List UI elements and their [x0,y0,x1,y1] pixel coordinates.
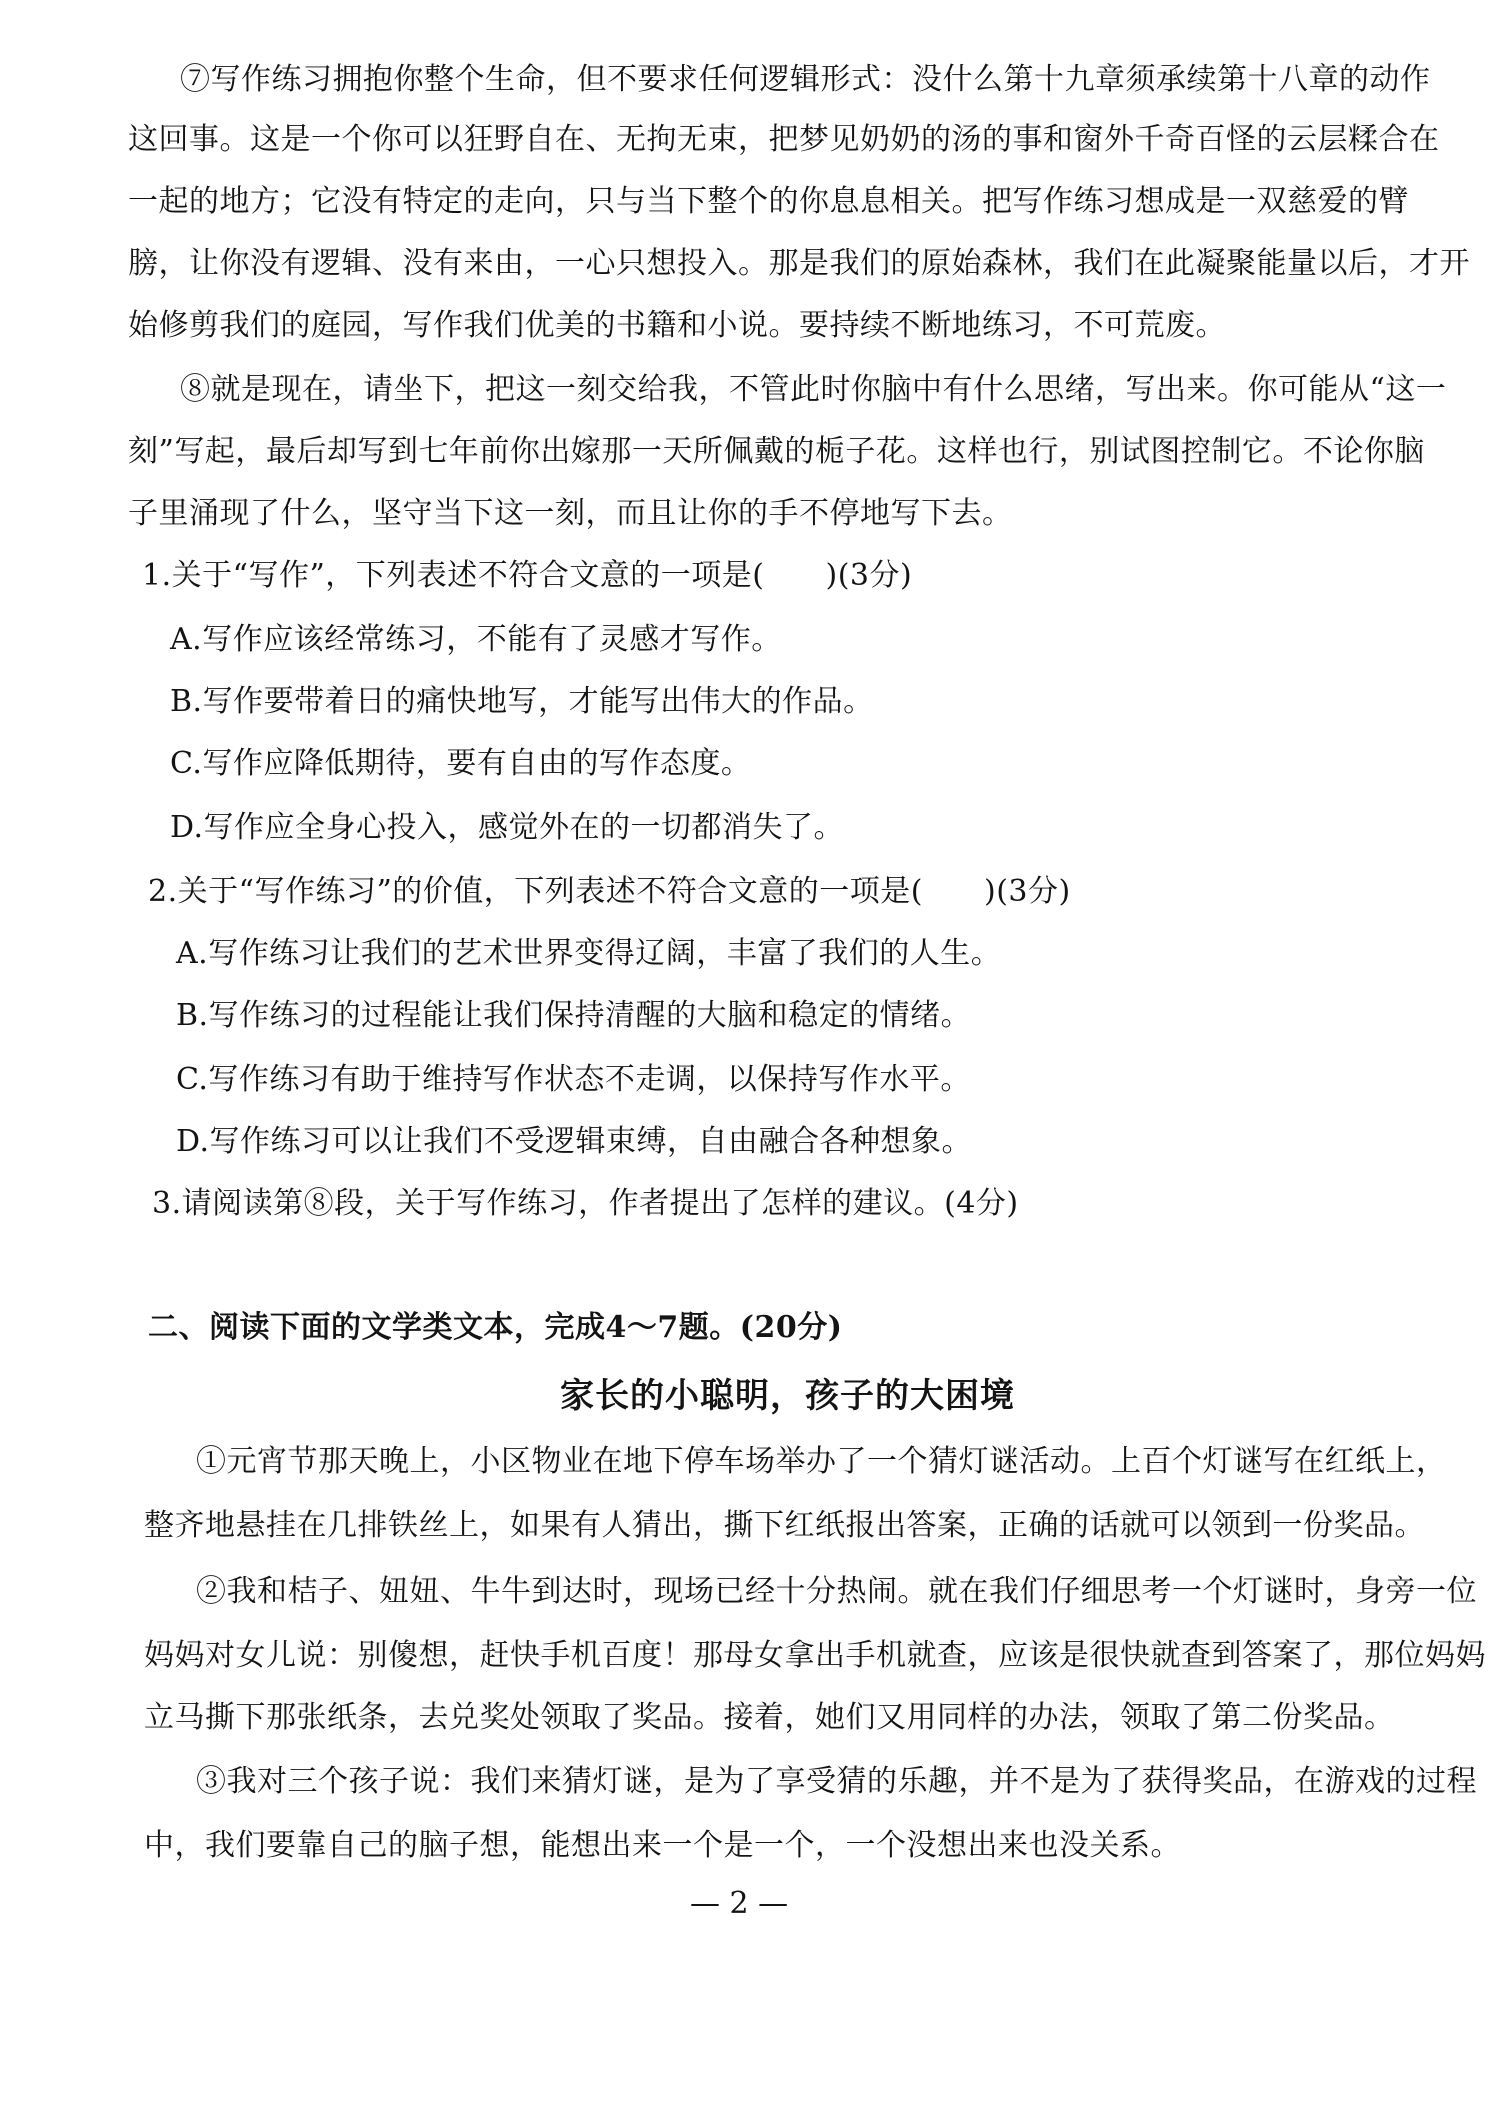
para7-line-5: 始修剪我们的庭园，写作我们优美的书籍和小说。要持续不断地练习，不可荒废。 [128,308,1226,343]
para8-line-1: ⑧就是现在，请坐下，把这一刻交给我，不管此时你脑中有什么思绪，写出来。你可能从“这一 [180,372,1447,407]
question-2-option-d: D.写作练习可以让我们不受逻辑束缚，自由融合各种想象。 [176,1124,973,1159]
article-title: 家长的小聪明，孩子的大困境 [560,1376,1015,1416]
question-2-option-a: A.写作练习让我们的艺术世界变得辽阔，丰富了我们的人生。 [176,936,1002,971]
question-1-option-b: B.写作要带着日的痛快地写，才能写出伟大的作品。 [170,684,874,719]
question-2-option-c: C.写作练习有助于维持写作状态不走调，以保持写作水平。 [176,1062,971,1097]
question-1-option-d: D.写作应全身心投入，感觉外在的一切都消失了。 [170,810,845,845]
article-para2-line-1: ②我和桔子、妞妞、牛牛到达时，现场已经十分热闹。就在我们仔细思考一个灯谜时，身旁一位 [196,1574,1477,1609]
article-para3-line-2: 中，我们要靠自己的脑子想，能想出来一个是一个，一个没想出来也没关系。 [144,1828,1181,1863]
para8-line-3: 子里涌现了什么，坚守当下这一刻，而且让你的手不停地写下去。 [128,496,1013,531]
para7-line-2: 这回事。这是一个你可以狂野自在、无拘无束，把梦见奶奶的汤的事和窗外千奇百怪的云层糅合在 [128,122,1440,157]
article-para2-line-3: 立马撕下那张纸条，去兑奖处领取了奖品。接着，她们又用同样的办法，领取了第二份奖品。 [144,1700,1395,1735]
para7-line-3: 一起的地方；它没有特定的走向，只与当下整个的你息息相关。把写作练习想成是一双慈爱的臂 [128,184,1409,219]
question-3-stem: 3.请阅读第⑧段，关于写作练习，作者提出了怎样的建议。(4分) [152,1186,1019,1221]
section-2-heading: 二、阅读下面的文学类文本，完成4～7题。(20分) [148,1310,843,1345]
article-para3-line-1: ③我对三个孩子说：我们来猜灯谜，是为了享受猜的乐趣，并不是为了获得奖品，在游戏的过程 [196,1764,1477,1799]
para8-line-2: 刻”写起，最后却写到七年前你出嫁那一天所佩戴的栀子花。这样也行，别试图控制它。不论你脑 [128,434,1425,469]
para7-line-1: ⑦写作练习拥抱你整个生命，但不要求任何逻辑形式：没什么第十九章须承续第十八章的动作 [180,62,1431,97]
page-number: — 2 — [690,1886,789,1921]
article-para1-line-1: ①元宵节那天晚上，小区物业在地下停车场举办了一个猜灯谜活动。上百个灯谜写在红纸上， [196,1444,1447,1479]
question-1-option-a: A.写作应该经常练习，不能有了灵感才写作。 [170,622,782,657]
question-2-option-b: B.写作练习的过程能让我们保持清醒的大脑和稳定的情绪。 [176,998,972,1033]
article-para1-line-2: 整齐地悬挂在几排铁丝上，如果有人猜出，撕下红纸报出答案，正确的话就可以领到一份奖品。 [144,1508,1425,1543]
question-1-stem: 1.关于“写作”，下列表述不符合文意的一项是( )(3分) [142,558,913,593]
article-para2-line-2: 妈妈对女儿说：别傻想，赶快手机百度！那母女拿出手机就查，应该是很快就查到答案了，那位妈妈 [144,1638,1486,1673]
question-2-stem: 2.关于“写作练习”的价值，下列表述不符合文意的一项是( )(3分) [148,874,1071,909]
para7-line-4: 膀，让你没有逻辑、没有来由，一心只想投入。那是我们的原始森林，我们在此凝聚能量以后，才开 [128,246,1470,281]
question-1-option-c: C.写作应降低期待，要有自由的写作态度。 [170,746,752,781]
